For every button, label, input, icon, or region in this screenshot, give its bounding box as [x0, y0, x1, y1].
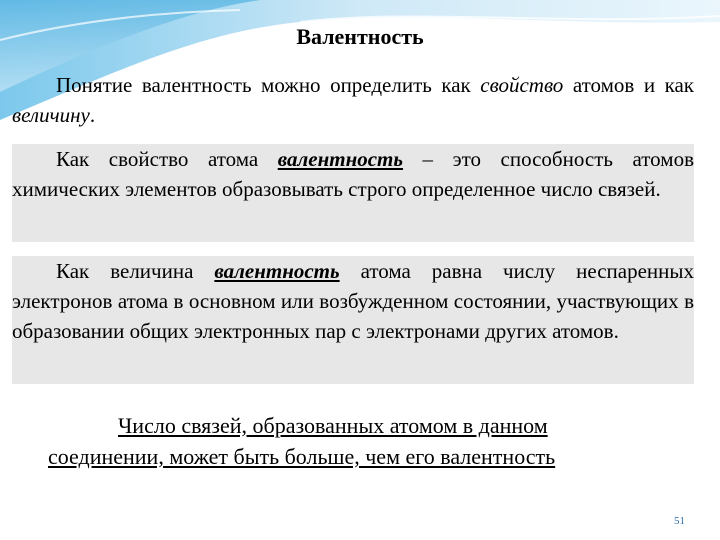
p3-text-b: атома равна числу неспаренных электронов атома в основном или возбужденном состоянии, участвующих в образовании общих электронных пар с электронами других атомов.	[12, 259, 694, 343]
p3-text-a: Как величина	[56, 259, 215, 283]
p2-keyword: валентность	[277, 147, 403, 171]
p1-text-c: .	[89, 103, 96, 127]
p1-emphasis-property: свойство	[480, 73, 564, 97]
note-bond-count	[40, 410, 660, 472]
paragraph-definition	[12, 70, 694, 130]
p1-emphasis-quantity: величину	[12, 103, 90, 127]
p3-keyword: валентность	[214, 259, 340, 283]
note-line-1: Число связей, образованных атомом в данном	[118, 413, 548, 438]
p2-text-a: Как свойство атома	[56, 147, 278, 171]
p2-text-b: – это способность атомов химических элементов образовывать строго определенное число связей.	[12, 147, 694, 201]
page-number: 51	[674, 515, 685, 527]
paragraph-valence-as-quantity	[12, 256, 694, 384]
slide-title: Валентность	[296, 24, 424, 49]
p1-text-a: Понятие валентность можно определить как	[56, 73, 481, 97]
paragraph-valence-as-property	[12, 144, 694, 242]
note-line-2: соединении, может быть больше, чем его валентность	[48, 444, 556, 469]
p1-text-b: атомов и как	[563, 73, 694, 97]
